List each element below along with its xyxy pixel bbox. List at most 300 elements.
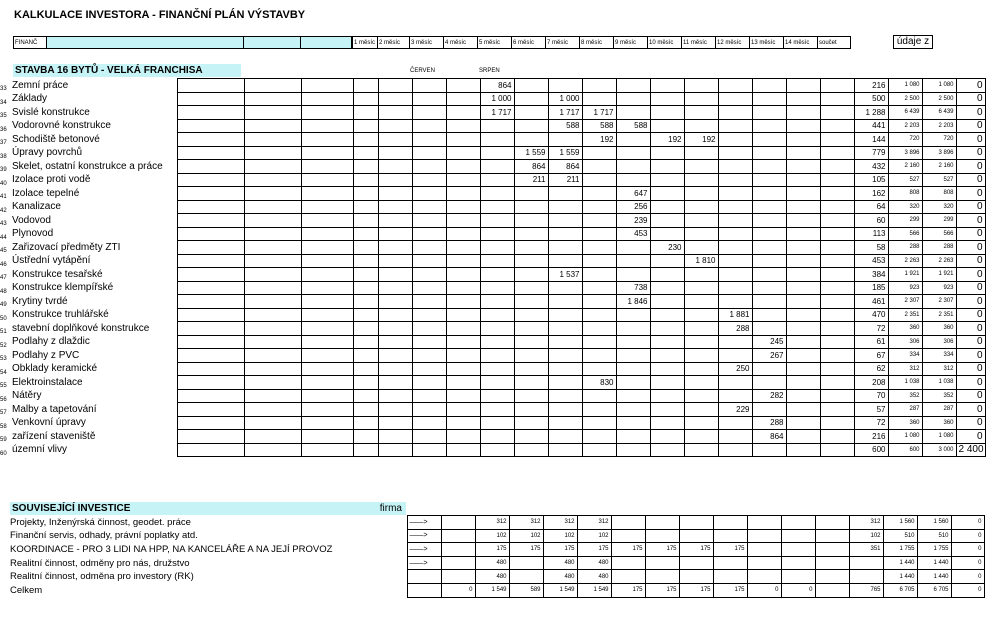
investice-cell[interactable] (441, 516, 475, 530)
diff-cell[interactable]: 0 (956, 376, 985, 390)
cell-month-8[interactable]: 830 (582, 376, 616, 390)
cell[interactable] (301, 443, 353, 457)
cell-month-8[interactable] (582, 254, 616, 268)
cell[interactable] (301, 416, 353, 430)
cell[interactable] (244, 187, 301, 201)
cell-month-14[interactable] (786, 241, 820, 255)
investice-cell[interactable]: 312 (543, 516, 577, 530)
investice-cell[interactable] (679, 570, 713, 584)
cell[interactable] (301, 92, 353, 106)
cell[interactable] (301, 389, 353, 403)
cell-month-1[interactable] (353, 268, 378, 282)
cell-month-2[interactable] (378, 403, 412, 417)
sum-cell[interactable]: 441 (854, 119, 888, 133)
total-b-cell[interactable]: 1 440 (917, 556, 951, 570)
cell-month-12[interactable] (718, 187, 752, 201)
cell-month-10[interactable] (650, 430, 684, 444)
cell-month-8[interactable] (582, 349, 616, 363)
cell-month-8[interactable] (582, 92, 616, 106)
total-b-cell[interactable]: 312 (922, 362, 956, 376)
cell[interactable] (301, 376, 353, 390)
cell-month-6[interactable] (514, 106, 548, 120)
total-b-cell[interactable]: 287 (922, 403, 956, 417)
cell-month-5[interactable] (480, 362, 514, 376)
cell-month-4[interactable] (446, 403, 480, 417)
cell-month-13[interactable] (752, 254, 786, 268)
cell-month-4[interactable] (446, 416, 480, 430)
investice-cell[interactable] (781, 529, 815, 543)
total-a-cell[interactable]: 1 038 (888, 376, 922, 390)
cell-month-2[interactable] (378, 254, 412, 268)
cell-month-4[interactable] (446, 430, 480, 444)
cell-month-3[interactable] (412, 268, 446, 282)
cell-month-3[interactable] (412, 173, 446, 187)
cell[interactable] (820, 362, 854, 376)
cell[interactable] (301, 187, 353, 201)
cell-month-11[interactable] (684, 119, 718, 133)
total-b-cell[interactable]: 923 (922, 281, 956, 295)
cell-month-6[interactable] (514, 241, 548, 255)
investice-cell[interactable] (611, 556, 645, 570)
cell[interactable] (301, 349, 353, 363)
cell-month-9[interactable] (616, 376, 650, 390)
cell-month-2[interactable] (378, 227, 412, 241)
cell-month-6[interactable] (514, 416, 548, 430)
investice-cell[interactable]: 312 (475, 516, 509, 530)
investice-cell[interactable] (747, 556, 781, 570)
investice-cell[interactable]: 480 (475, 570, 509, 584)
cell-month-11[interactable] (684, 79, 718, 93)
total-b-cell[interactable]: 510 (917, 529, 951, 543)
cell-month-7[interactable] (548, 443, 582, 457)
cell-month-14[interactable] (786, 268, 820, 282)
sum-cell[interactable]: 779 (854, 146, 888, 160)
cell-month-6[interactable] (514, 268, 548, 282)
cell-month-10[interactable] (650, 322, 684, 336)
total-a-cell[interactable]: 6 439 (888, 106, 922, 120)
cell-month-11[interactable] (684, 308, 718, 322)
cell-month-1[interactable] (353, 295, 378, 309)
investice-cell[interactable]: 480 (577, 556, 611, 570)
investice-cell[interactable]: 102 (543, 529, 577, 543)
investice-cell[interactable]: 1 549 (475, 583, 509, 597)
cell[interactable] (301, 403, 353, 417)
cell[interactable] (301, 146, 353, 160)
cell-month-13[interactable] (752, 106, 786, 120)
total-a-cell[interactable]: 312 (888, 362, 922, 376)
cell-month-3[interactable] (412, 443, 446, 457)
cell-month-6[interactable] (514, 119, 548, 133)
cell-month-1[interactable] (353, 214, 378, 228)
cell-month-5[interactable] (480, 268, 514, 282)
investice-cell[interactable]: 175 (611, 543, 645, 557)
cell-month-3[interactable] (412, 281, 446, 295)
sum-cell[interactable]: 500 (854, 92, 888, 106)
cell-month-14[interactable] (786, 146, 820, 160)
sum-cell[interactable] (849, 556, 883, 570)
cell[interactable] (244, 173, 301, 187)
cell-month-5[interactable] (480, 416, 514, 430)
cell-month-14[interactable] (786, 160, 820, 174)
cell-month-9[interactable] (616, 335, 650, 349)
cell-month-6[interactable] (514, 214, 548, 228)
investice-cell[interactable]: 175 (611, 583, 645, 597)
cell-month-13[interactable] (752, 79, 786, 93)
cell-month-9[interactable] (616, 241, 650, 255)
diff-cell[interactable]: 0 (956, 349, 985, 363)
cell-month-1[interactable] (353, 187, 378, 201)
cell-month-3[interactable] (412, 335, 446, 349)
cell-month-11[interactable]: 1 810 (684, 254, 718, 268)
cell[interactable] (244, 79, 301, 93)
cell-month-13[interactable] (752, 322, 786, 336)
diff-cell[interactable]: 0 (956, 119, 985, 133)
sum-cell[interactable]: 312 (849, 516, 883, 530)
cell[interactable] (177, 241, 244, 255)
total-b-cell[interactable]: 566 (922, 227, 956, 241)
investice-cell[interactable] (679, 516, 713, 530)
cell-month-7[interactable] (548, 79, 582, 93)
cell-month-9[interactable] (616, 308, 650, 322)
cell-month-14[interactable] (786, 430, 820, 444)
cell-month-10[interactable] (650, 376, 684, 390)
cell-month-8[interactable] (582, 79, 616, 93)
cell-month-9[interactable] (616, 322, 650, 336)
sum-cell[interactable]: 58 (854, 241, 888, 255)
sum-cell[interactable]: 600 (854, 443, 888, 457)
total-b-cell[interactable]: 360 (922, 322, 956, 336)
cell-month-5[interactable] (480, 322, 514, 336)
cell[interactable] (244, 146, 301, 160)
cell-month-10[interactable] (650, 416, 684, 430)
investice-cell[interactable]: 480 (475, 556, 509, 570)
diff-cell[interactable]: 0 (956, 200, 985, 214)
investice-cell[interactable] (441, 529, 475, 543)
cell[interactable] (820, 443, 854, 457)
cell-month-5[interactable] (480, 254, 514, 268)
cell[interactable] (244, 160, 301, 174)
cell-month-12[interactable] (718, 160, 752, 174)
cell-month-14[interactable] (786, 187, 820, 201)
cell-month-11[interactable] (684, 416, 718, 430)
cell[interactable] (301, 227, 353, 241)
cell-month-10[interactable] (650, 403, 684, 417)
cell[interactable] (301, 214, 353, 228)
cell-month-4[interactable] (446, 214, 480, 228)
cell[interactable] (244, 389, 301, 403)
cell-month-2[interactable] (378, 376, 412, 390)
cell-month-5[interactable] (480, 376, 514, 390)
cell[interactable] (244, 376, 301, 390)
investice-cell[interactable] (747, 529, 781, 543)
investice-cell[interactable] (747, 570, 781, 584)
sum-cell[interactable]: 61 (854, 335, 888, 349)
sum-cell[interactable]: 453 (854, 254, 888, 268)
cell[interactable] (301, 295, 353, 309)
cell-month-4[interactable] (446, 133, 480, 147)
cell-month-11[interactable] (684, 295, 718, 309)
cell-month-3[interactable] (412, 308, 446, 322)
cell[interactable] (244, 335, 301, 349)
total-a-cell[interactable]: 320 (888, 200, 922, 214)
total-b-cell[interactable]: 306 (922, 335, 956, 349)
diff-cell[interactable]: 0 (956, 295, 985, 309)
cell[interactable] (177, 160, 244, 174)
cell-month-11[interactable] (684, 322, 718, 336)
cell-month-6[interactable] (514, 92, 548, 106)
cell-month-6[interactable] (514, 308, 548, 322)
cell[interactable] (301, 254, 353, 268)
finance-field[interactable] (46, 36, 244, 49)
cell-month-6[interactable] (514, 443, 548, 457)
cell-month-5[interactable] (480, 308, 514, 322)
cell[interactable] (177, 254, 244, 268)
cell-month-6[interactable] (514, 376, 548, 390)
cell[interactable] (301, 173, 353, 187)
total-b-cell[interactable]: 334 (922, 349, 956, 363)
total-a-cell[interactable]: 566 (888, 227, 922, 241)
cell-month-13[interactable] (752, 268, 786, 282)
diff-cell[interactable]: 0 (956, 227, 985, 241)
cell-month-14[interactable] (786, 79, 820, 93)
cell-month-11[interactable]: 192 (684, 133, 718, 147)
sum-cell[interactable]: 384 (854, 268, 888, 282)
total-b-cell[interactable]: 720 (922, 133, 956, 147)
diff-cell[interactable]: 0 (956, 241, 985, 255)
sum-cell[interactable]: 162 (854, 187, 888, 201)
total-a-cell[interactable]: 1 440 (883, 556, 917, 570)
cell-month-13[interactable] (752, 227, 786, 241)
sum-cell[interactable]: 208 (854, 376, 888, 390)
total-a-cell[interactable]: 510 (883, 529, 917, 543)
cell[interactable] (177, 335, 244, 349)
cell-month-8[interactable] (582, 308, 616, 322)
cell-month-11[interactable] (684, 227, 718, 241)
cell-month-2[interactable] (378, 106, 412, 120)
cell-month-12[interactable] (718, 389, 752, 403)
cell[interactable] (820, 79, 854, 93)
cell-month-13[interactable] (752, 187, 786, 201)
cell-month-5[interactable] (480, 295, 514, 309)
cell-month-7[interactable]: 211 (548, 173, 582, 187)
cell-month-8[interactable] (582, 295, 616, 309)
investice-cell[interactable] (679, 529, 713, 543)
cell-month-12[interactable] (718, 430, 752, 444)
investice-cell[interactable] (611, 516, 645, 530)
cell-month-5[interactable] (480, 430, 514, 444)
cell[interactable] (244, 92, 301, 106)
total-b-cell[interactable]: 6 705 (917, 583, 951, 597)
investice-cell[interactable]: 175 (543, 543, 577, 557)
cell-month-10[interactable]: 192 (650, 133, 684, 147)
cell-month-6[interactable] (514, 79, 548, 93)
cell-month-4[interactable] (446, 268, 480, 282)
cell-month-3[interactable] (412, 241, 446, 255)
diff-cell[interactable]: 0 (956, 389, 985, 403)
cell[interactable] (177, 308, 244, 322)
cell[interactable] (301, 160, 353, 174)
cell[interactable] (820, 187, 854, 201)
cell-month-9[interactable] (616, 133, 650, 147)
finance-field-3[interactable] (300, 36, 352, 49)
cell-month-12[interactable] (718, 254, 752, 268)
cell-month-7[interactable]: 1 000 (548, 92, 582, 106)
total-b-cell[interactable]: 808 (922, 187, 956, 201)
total-b-cell[interactable]: 2 307 (922, 295, 956, 309)
cell-month-4[interactable] (446, 349, 480, 363)
cell-month-1[interactable] (353, 281, 378, 295)
cell-month-6[interactable] (514, 200, 548, 214)
cell-month-14[interactable] (786, 200, 820, 214)
cell-month-1[interactable] (353, 119, 378, 133)
cell[interactable] (301, 79, 353, 93)
cell[interactable] (820, 376, 854, 390)
cell[interactable] (820, 173, 854, 187)
total-a-cell[interactable]: 527 (888, 173, 922, 187)
cell[interactable] (301, 281, 353, 295)
cell-month-2[interactable] (378, 268, 412, 282)
diff-cell[interactable]: 0 (956, 268, 985, 282)
cell-month-12[interactable] (718, 295, 752, 309)
cell-month-6[interactable] (514, 403, 548, 417)
investice-cell[interactable]: 0 (781, 583, 815, 597)
cell-month-12[interactable] (718, 376, 752, 390)
cell-month-9[interactable]: 239 (616, 214, 650, 228)
total-b-cell[interactable]: 1 560 (917, 516, 951, 530)
cell-month-9[interactable]: 1 846 (616, 295, 650, 309)
cell-month-12[interactable]: 250 (718, 362, 752, 376)
cell-month-12[interactable] (718, 227, 752, 241)
cell[interactable] (820, 322, 854, 336)
cell-month-14[interactable] (786, 376, 820, 390)
cell[interactable] (244, 268, 301, 282)
total-a-cell[interactable]: 1 080 (888, 79, 922, 93)
investice-cell[interactable] (645, 529, 679, 543)
cell-month-10[interactable] (650, 92, 684, 106)
cell-month-7[interactable] (548, 335, 582, 349)
cell[interactable] (820, 281, 854, 295)
investice-cell[interactable]: 175 (713, 543, 747, 557)
investice-cell[interactable]: 480 (543, 556, 577, 570)
total-b-cell[interactable]: 1 755 (917, 543, 951, 557)
cell-month-8[interactable] (582, 227, 616, 241)
investice-cell[interactable]: 102 (475, 529, 509, 543)
cell-month-4[interactable] (446, 187, 480, 201)
cell-month-10[interactable] (650, 214, 684, 228)
cell[interactable] (820, 227, 854, 241)
cell-month-13[interactable] (752, 214, 786, 228)
cell-month-1[interactable] (353, 349, 378, 363)
cell-month-5[interactable] (480, 349, 514, 363)
cell-month-2[interactable] (378, 335, 412, 349)
cell-month-2[interactable] (378, 308, 412, 322)
cell[interactable] (820, 349, 854, 363)
investice-cell[interactable] (815, 583, 849, 597)
sum-cell[interactable]: 70 (854, 389, 888, 403)
cell-month-4[interactable] (446, 200, 480, 214)
cell[interactable] (244, 443, 301, 457)
cell-month-5[interactable] (480, 214, 514, 228)
cell-month-5[interactable]: 1 000 (480, 92, 514, 106)
cell-month-11[interactable] (684, 376, 718, 390)
cell[interactable] (244, 308, 301, 322)
investice-cell[interactable] (815, 543, 849, 557)
cell-month-10[interactable] (650, 119, 684, 133)
investice-cell[interactable]: 312 (509, 516, 543, 530)
cell-month-3[interactable] (412, 106, 446, 120)
cell[interactable] (244, 227, 301, 241)
cell-month-6[interactable]: 1 559 (514, 146, 548, 160)
cell-month-10[interactable] (650, 254, 684, 268)
cell-month-7[interactable]: 1 537 (548, 268, 582, 282)
cell-month-7[interactable] (548, 187, 582, 201)
cell-month-6[interactable] (514, 362, 548, 376)
cell[interactable] (244, 349, 301, 363)
cell[interactable] (301, 241, 353, 255)
cell-month-3[interactable] (412, 295, 446, 309)
cell-month-5[interactable] (480, 443, 514, 457)
sum-cell[interactable]: 461 (854, 295, 888, 309)
cell-month-3[interactable] (412, 160, 446, 174)
total-a-cell[interactable]: 2 351 (888, 308, 922, 322)
cell-month-11[interactable] (684, 335, 718, 349)
cell[interactable] (820, 268, 854, 282)
cell-month-8[interactable] (582, 146, 616, 160)
cell-month-12[interactable] (718, 268, 752, 282)
sum-cell[interactable]: 144 (854, 133, 888, 147)
diff-cell[interactable]: 0 (956, 430, 985, 444)
cell-month-7[interactable]: 864 (548, 160, 582, 174)
cell-month-1[interactable] (353, 133, 378, 147)
cell-month-11[interactable] (684, 160, 718, 174)
diff-cell[interactable]: 0 (951, 529, 984, 543)
cell-month-11[interactable] (684, 173, 718, 187)
cell-month-2[interactable] (378, 119, 412, 133)
investice-cell[interactable] (713, 556, 747, 570)
cell[interactable] (177, 146, 244, 160)
total-b-cell[interactable]: 360 (922, 416, 956, 430)
cell-month-3[interactable] (412, 227, 446, 241)
cell-month-5[interactable] (480, 403, 514, 417)
cell-month-8[interactable]: 588 (582, 119, 616, 133)
cell-month-9[interactable] (616, 160, 650, 174)
cell-month-3[interactable] (412, 254, 446, 268)
cell-month-8[interactable] (582, 187, 616, 201)
cell-month-9[interactable] (616, 349, 650, 363)
cell-month-4[interactable] (446, 241, 480, 255)
cell-month-9[interactable] (616, 173, 650, 187)
cell-month-7[interactable] (548, 389, 582, 403)
diff-cell[interactable]: 0 (956, 308, 985, 322)
total-b-cell[interactable]: 299 (922, 214, 956, 228)
cell-month-3[interactable] (412, 119, 446, 133)
total-b-cell[interactable]: 2 500 (922, 92, 956, 106)
diff-cell[interactable]: 0 (956, 362, 985, 376)
investice-cell[interactable]: 175 (475, 543, 509, 557)
cell-month-8[interactable] (582, 160, 616, 174)
cell-month-14[interactable] (786, 227, 820, 241)
cell[interactable] (244, 322, 301, 336)
cell-month-9[interactable]: 588 (616, 119, 650, 133)
total-a-cell[interactable]: 352 (888, 389, 922, 403)
cell-month-3[interactable] (412, 376, 446, 390)
diff-cell[interactable]: 0 (951, 556, 984, 570)
cell-month-10[interactable] (650, 295, 684, 309)
cell-month-4[interactable] (446, 281, 480, 295)
total-a-cell[interactable]: 1 560 (883, 516, 917, 530)
cell[interactable] (244, 416, 301, 430)
cell-month-11[interactable] (684, 362, 718, 376)
